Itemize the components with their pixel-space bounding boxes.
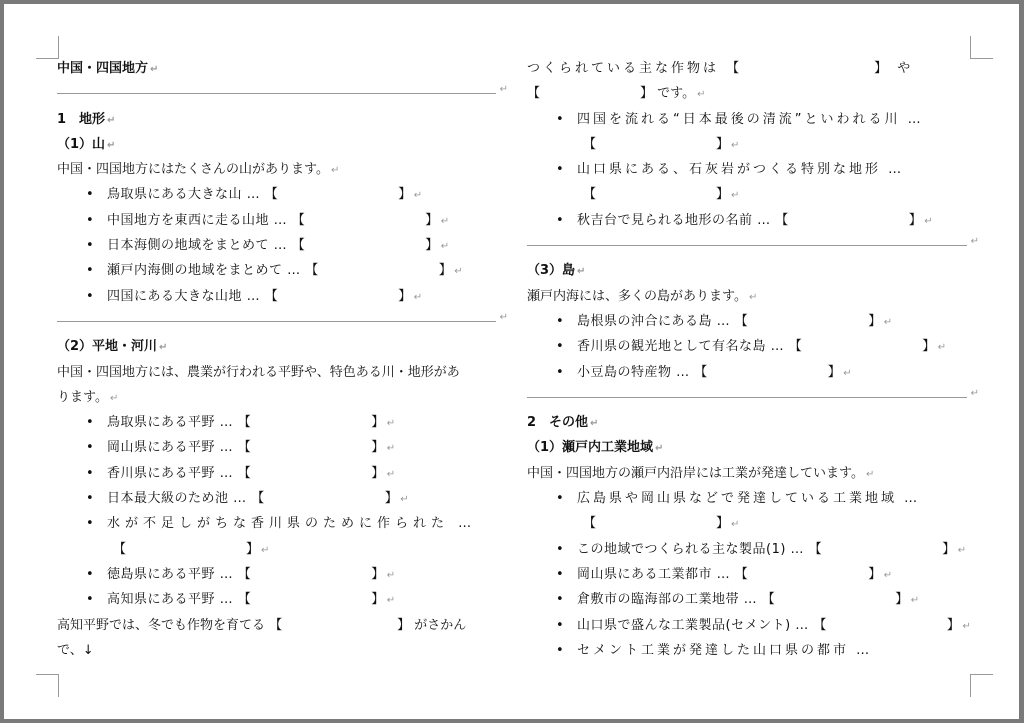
list-item[interactable]: • 岡山県にある平野 … 【 】 ↵: [57, 435, 508, 460]
list-item[interactable]: • 日本最大級のため池 … 【 】 ↵: [57, 486, 508, 511]
list-item-industrial-line1[interactable]: • 広島県や岡山県などで発達している工業地域 …: [527, 486, 979, 511]
divider: ↵: [57, 309, 508, 334]
paragraph-islands-intro[interactable]: 瀬戸内海には、多くの島があります。 ↵: [527, 288, 758, 304]
divider: ↵: [527, 385, 979, 410]
paragraph-plains-intro-line1[interactable]: 中国・四国地方には、農業が行われる平野や、特色ある川・地形があ: [57, 364, 460, 380]
subheading-mountains[interactable]: （1）山 ↵: [57, 136, 116, 152]
left-column: [57, 56, 508, 663]
paragraph-crops-line1[interactable]: つくられている主な作物は 【 】 や: [527, 61, 914, 76]
list-item[interactable]: • 鳥取県にある大きな山 … 【 】 ↵: [57, 182, 508, 207]
list-item-karst-line2[interactable]: 【 】 ↵: [583, 187, 740, 203]
list-item[interactable]: • 中国地方を東西に走る山地 … 【 】 ↵: [57, 208, 508, 233]
paragraph-plains-intro-line2[interactable]: ります。 ↵: [57, 389, 119, 405]
list-item[interactable]: • 高知県にある平野 … 【 】 ↵: [57, 587, 508, 612]
list-item[interactable]: • 香川県にある平野 … 【 】 ↵: [57, 461, 508, 486]
divider: ↵: [527, 233, 979, 258]
paragraph-kochi-line2[interactable]: で、↓: [57, 642, 94, 658]
subheading-plains-rivers[interactable]: （2）平地・河川 ↵: [57, 339, 168, 355]
list-item[interactable]: • 日本海側の地域をまとめて … 【 】 ↵: [57, 233, 508, 258]
list-item[interactable]: • 香川県の観光地として有名な島 … 【 】 ↵: [527, 334, 979, 359]
list-item[interactable]: • 鳥取県にある平野 … 【 】 ↵: [57, 410, 508, 435]
document-title[interactable]: 中国・四国地方 ↵: [57, 61, 159, 76]
list-item-water-line2[interactable]: 【 】 ↵: [113, 541, 270, 557]
right-column: [527, 56, 979, 663]
list-item[interactable]: • 小豆島の特産物 … 【 】 ↵: [527, 360, 979, 385]
crop-mark-top-left: [36, 36, 59, 59]
list-item-cement-city[interactable]: • セメント工業が発達した山口県の都市 …: [527, 638, 979, 663]
list-item[interactable]: • 倉敷市の臨海部の工業地帯 … 【 】 ↵: [527, 587, 979, 612]
crop-mark-bottom-left: [36, 674, 59, 697]
divider: ↵: [57, 81, 508, 106]
list-item[interactable]: • 秋吉台で見られる地形の名前 … 【 】 ↵: [527, 208, 979, 233]
paragraph-mountains-intro[interactable]: 中国・四国地方にはたくさんの山があります。 ↵: [57, 162, 340, 178]
paragraph-crops-line2[interactable]: 【 】 です。 ↵: [527, 86, 706, 102]
list-item[interactable]: • 島根県の沖合にある島 … 【 】 ↵: [527, 309, 979, 334]
paragraph-kochi-line1[interactable]: 高知平野では、冬でも作物を育てる 【 】 がさかん: [57, 617, 467, 633]
list-item-river-line2[interactable]: 【 】 ↵: [583, 136, 740, 152]
list-item[interactable]: • 山口県で盛んな工業製品(セメント) … 【 】 ↵: [527, 613, 979, 638]
subheading-islands[interactable]: （3）島 ↵: [527, 263, 586, 279]
list-item-industrial-line2[interactable]: 【 】 ↵: [583, 516, 740, 532]
list-item-karst-line1[interactable]: • 山口県にある、石灰岩がつくる特別な地形 …: [527, 157, 979, 182]
crop-mark-bottom-right: [970, 674, 993, 697]
list-item-river-line1[interactable]: • 四国を流れる“日本最後の清流”といわれる川 …: [527, 107, 979, 132]
list-item[interactable]: • この地域でつくられる主な製品(1) … 【 】 ↵: [527, 537, 979, 562]
list-item[interactable]: • 岡山県にある工業都市 … 【 】 ↵: [527, 562, 979, 587]
list-item[interactable]: • 徳島県にある平野 … 【 】 ↵: [57, 562, 508, 587]
list-item-water-line1[interactable]: • 水が不足しがちな香川県のために作られた …: [57, 511, 508, 536]
list-item[interactable]: • 瀬戸内海側の地域をまとめて … 【 】 ↵: [57, 258, 508, 283]
list-item[interactable]: • 四国にある大きな山地 … 【 】 ↵: [57, 284, 508, 309]
section-heading-other[interactable]: 2 その他 ↵: [527, 415, 599, 431]
section-heading-terrain[interactable]: 1 地形 ↵: [57, 111, 116, 127]
subheading-setouchi-industrial[interactable]: （1）瀬戸内工業地域 ↵: [527, 440, 664, 456]
paragraph-industrial-intro[interactable]: 中国・四国地方の瀬戸内沿岸には工業が発達しています。 ↵: [527, 465, 875, 481]
document-page: [4, 4, 1019, 719]
